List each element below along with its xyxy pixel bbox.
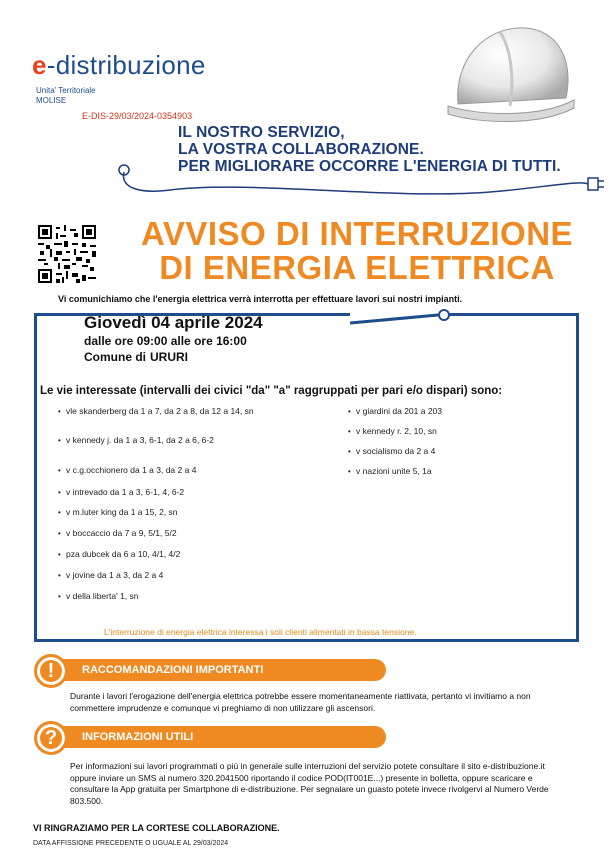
slogan-line-1: IL NOSTRO SERVIZIO, xyxy=(178,124,345,141)
list-item: • v kennedy j. da 1 a 3, 6-1, da 2 a 6, 6-2 xyxy=(66,435,214,446)
territorial-unit xyxy=(36,86,96,106)
info-text: Per informazioni sui lavori programmati o più in generale sulle interruzioni del servizio potete consultare il sito e-distribuzione.it oppure inviare un SMS al numero 320.2041500 riportando il codice POD(IT001E...) presente in bolletta, oppure scaricare e consultare la App gratuita per Smartphone di e-distribuzione. Per segnalare un guasto potete invece rivolgervi al Numero Verde 803.500. xyxy=(70,761,549,806)
info-heading: INFORMAZIONI UTILI xyxy=(60,726,386,748)
comune-label: Comune di xyxy=(84,350,146,364)
box-cable-icon xyxy=(350,313,442,325)
recommendations-text: Durante i lavori l'erogazione dell'energia elettrica potrebbe essere momentaneamente riattivata, pertanto vi invitiamo a non commettere imprudenze e comunque vi preghiamo di non utilizzare gli ascensori. xyxy=(70,691,531,713)
streets-left-column xyxy=(66,406,276,606)
title-line-1: AVVISO DI INTERRUZIONE xyxy=(140,215,574,252)
streets-right-column xyxy=(356,406,556,486)
streets-title: Le vie interessate (intervalli dei civici "da" "a" raggruppati per pari e/o dispari) sono: xyxy=(40,385,503,397)
warning-icon xyxy=(34,654,68,688)
list-item: • v m.luter king da 1 a 15, 2, sn xyxy=(66,507,178,518)
cable-pin-icon xyxy=(438,309,450,321)
title-line-2: DI ENERGIA ELETTRICA xyxy=(159,249,555,286)
question-glyph: ? xyxy=(44,727,58,749)
qr-code xyxy=(38,225,96,283)
list-item: • v c.g.occhionero da 1 a 3, da 2 a 4 xyxy=(66,465,196,476)
low-voltage-note: L'interruzione di energia elettrica interessa i soli clienti alimentati in bassa tensione. xyxy=(104,627,417,637)
logo-e: e xyxy=(32,50,47,80)
comune xyxy=(84,350,188,364)
warning-glyph: ! xyxy=(47,660,55,682)
intro-text: Vi comunichiamo che l'energia elettrica verrà interrotta per effettuare lavori sui nostri impianti. xyxy=(58,294,463,304)
helmet-image xyxy=(440,20,580,130)
list-item: • v jovine da 1 a 3, da 2 a 4 xyxy=(66,570,163,581)
list-item: • v della liberta' 1, sn xyxy=(66,591,139,602)
question-icon xyxy=(34,721,68,755)
list-item: • vle skanderberg da 1 a 7, da 2 a 8, da 12 a 14, sn xyxy=(66,406,271,417)
outage-hours: dalle ore 09:00 alle ore 16:00 xyxy=(84,334,247,348)
unit-line-2: MOLISE xyxy=(36,96,67,105)
outage-date: Giovedì 04 aprile 2024 xyxy=(84,313,263,332)
e-distribuzione-logo xyxy=(32,50,206,81)
slogan-line-2: LA VOSTRA COLLABORAZIONE. xyxy=(178,141,424,158)
comune-name: URURI xyxy=(150,350,188,364)
plug-cable-icon xyxy=(110,150,605,210)
thanks-text: VI RINGRAZIAMO PER LA CORTESE COLLABORAZIONE. xyxy=(33,823,280,833)
list-item: • v giardini da 201 a 203 xyxy=(356,406,442,417)
posting-date: DATA AFFISSIONE PRECEDENTE O UGUALE AL 29/03/2024 xyxy=(33,840,229,847)
unit-line-1: Unita' Territoriale xyxy=(36,86,96,95)
list-item: • v kennedy r. 2, 10, sn xyxy=(356,426,437,437)
list-item: • v intrevado da 1 a 3, 6-1, 4, 6-2 xyxy=(66,487,184,498)
document-code: E-DIS-29/03/2024-0354903 xyxy=(82,111,193,121)
slogan-line-3: PER MIGLIORARE OCCORRE L'ENERGIA DI TUTTI. xyxy=(178,158,561,175)
logo-text: -distribuzione xyxy=(46,50,206,80)
list-item: • pza dubcek da 6 a 10, 4/1, 4/2 xyxy=(66,549,180,560)
notice-title xyxy=(112,217,602,285)
list-item: • v nazioni unite 5, 1a xyxy=(356,466,432,477)
recommendations-heading: RACCOMANDAZIONI IMPORTANTI xyxy=(60,659,386,681)
list-item: • v boccaccio da 7 a 9, 5/1, 5/2 xyxy=(66,528,177,539)
list-item: • v socialismo da 2 a 4 xyxy=(356,446,435,457)
